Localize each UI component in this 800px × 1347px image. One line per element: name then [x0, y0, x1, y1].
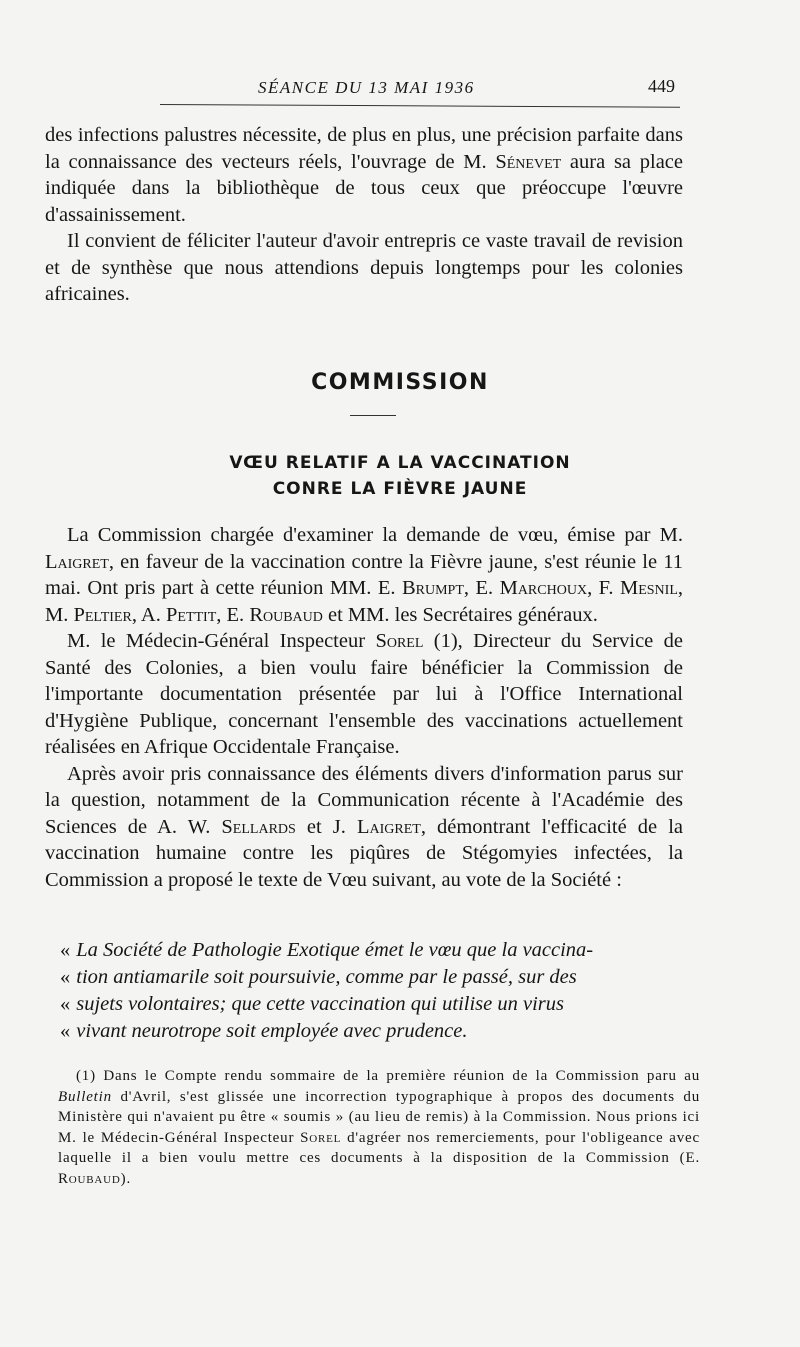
quote-text: La Société de Pathologie Exotique émet le vœu que la vaccina- [76, 939, 594, 961]
person-name: Roubaud [58, 1170, 121, 1187]
running-head: SÉANCE DU 13 MAI 1936 [258, 78, 475, 97]
footnote [58, 1066, 700, 1189]
author-name: Sénevet [495, 150, 562, 173]
body-paragraph-3 [45, 761, 683, 894]
body-text [45, 522, 683, 893]
person-name: Marchoux [499, 577, 588, 599]
text-span: aura sa place indiquée dans la bibliothèque de tous ceux que préoccupe l'œuvre d'assainissement. [45, 150, 683, 226]
quote-line [60, 964, 700, 991]
quote-line [60, 1018, 700, 1045]
body-paragraph-1 [45, 522, 683, 628]
page-number: 449 [648, 76, 675, 96]
quote-text: vivant neurotrope soit employée avec prudence. [76, 1020, 468, 1042]
text-span: La Commission chargée d'examiner la demande de vœu, émise par M. [67, 524, 683, 546]
text-span: (1) Dans le Compte rendu sommaire de la première réunion de la Commission paru au [76, 1068, 700, 1084]
quote-mark: « [60, 993, 71, 1015]
quote-text: tion antiamarile soit poursuivie, comme par le passé, sur des [76, 966, 577, 988]
text-span: et MM. les Secrétaires généraux. [322, 603, 598, 626]
intro-text [45, 122, 683, 308]
text-span: , démontrant l'efficacité de la vaccination humaine contre les piqûres de Stégomyies infectées, la Commission a proposé le texte de Vœu suivant, au vote de la Société : [45, 815, 684, 891]
text-span: d'Avril, s'est glissée une incorrection typographique à propos des documents du Ministère qui n'avaient pu être « soumis » (au lieu de remis) à la Commission. Nous prions ici M. le Médecin-Général Inspecteur [58, 1088, 700, 1146]
text-span: , F. [587, 577, 620, 599]
voeu-quote [60, 937, 700, 1045]
person-name: Sellards [221, 815, 296, 838]
person-name: Laigret [356, 815, 421, 838]
body-paragraph-2 [45, 628, 683, 761]
quote-mark: « [60, 1020, 71, 1042]
quote-text: sujets volontaires; que cette vaccination qui utilise un virus [76, 993, 564, 1015]
text-span: , M. [45, 577, 683, 626]
person-name: Peltier [73, 603, 132, 626]
title-rule [350, 415, 396, 416]
person-name: Brumpt [401, 577, 464, 599]
text-span: (1), Directeur du Service de Santé des Colonies, a bien voulu faire bénéficier la Commission de l'importante documentation présentée par lui à l'Office International d'Hygiène Publique, concernant l'ensemble des vaccinations actuellement réalisées en Afrique Occidentale Française. [45, 630, 683, 758]
journal-title: Bulletin [58, 1088, 112, 1105]
text-span: des infections palustres nécessite, de plus en plus, une précision parfaite dans la connaissance des vecteurs réels, l'ouvrage de M. [45, 124, 683, 173]
text-span: Après avoir pris connaissance des éléments divers d'information parus sur la question, notamment de la Communication récente à l'Académie des Sciences de A. W. [45, 762, 683, 838]
text-span: , E. [463, 577, 500, 599]
footnote-paragraph [58, 1066, 700, 1189]
person-name: Laigret [45, 550, 109, 573]
text-span: ). [120, 1170, 132, 1187]
text-span: , en faveur de la vaccination contre la Fièvre jaune, s'est réunie le 11 mai. Ont pris part à cette réunion MM. E. [45, 550, 683, 599]
person-name: Sorel [375, 630, 424, 652]
quote-line [60, 937, 700, 964]
quote-mark: « [60, 966, 71, 988]
subtitle-line-1: VŒU RELATIF A LA VACCINATION [229, 453, 571, 473]
text-span: , E. [216, 603, 250, 626]
text-span: M. le Médecin-Général Inspecteur [67, 630, 376, 652]
section-title: COMMISSION [311, 370, 489, 395]
subtitle-line-2: CONRE LA FIÈVRE JAUNE [272, 479, 528, 499]
intro-paragraph-2: Il convient de féliciter l'auteur d'avoir entrepris ce vaste travail de revision et de synthèse que nous attendions depuis longtemps pour les colonies africaines. [45, 230, 683, 305]
header-rule [160, 104, 680, 108]
text-span: d'agréer nos remerciements, pour l'obligeance avec laquelle il a bien voulu mettre ces documents à la disposition de la Commission (E. [58, 1129, 700, 1166]
person-name: Roubaud [249, 603, 323, 626]
intro-paragraph-1 [45, 122, 683, 228]
text-span: , A. [131, 603, 166, 626]
quote-mark: « [60, 939, 71, 961]
quote-line [60, 991, 700, 1018]
person-name: Sorel [300, 1129, 342, 1146]
text-span: et J. [295, 815, 357, 838]
section-subtitle [0, 450, 800, 502]
person-name: Pettit [166, 603, 217, 626]
person-name: Mesnil [619, 577, 678, 599]
